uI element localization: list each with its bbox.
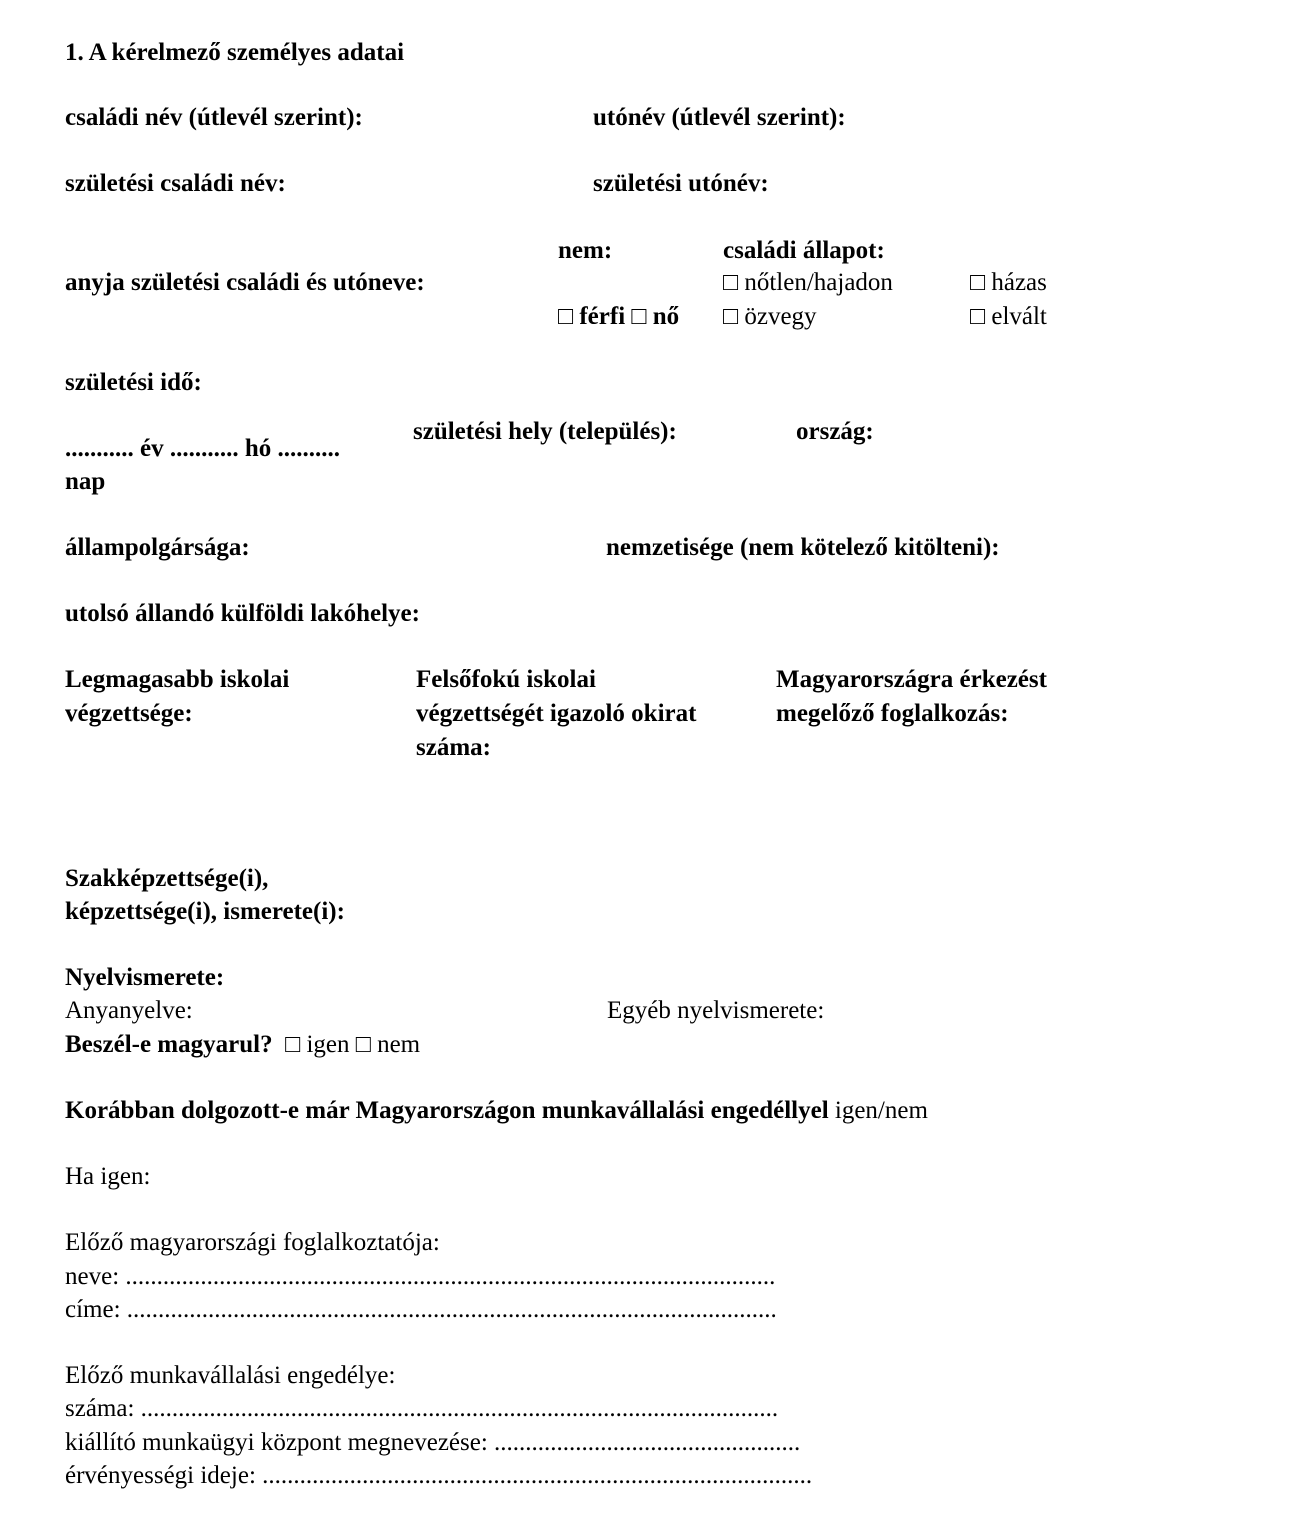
- previous-permit-validity-field[interactable]: érvényességi ideje: ........................................................................................: [65, 1462, 813, 1489]
- worked-before-answer: igen/nem: [834, 1097, 928, 1124]
- birth-family-name-label: születési családi név:: [65, 170, 286, 197]
- family-name-label: családi név (útlevél szerint):: [65, 104, 363, 131]
- if-yes-label: Ha igen:: [65, 1163, 151, 1190]
- birth-place-label: születési hely (település):: [413, 418, 677, 445]
- speaks-hungarian-label: Beszél-e magyarul?: [65, 1031, 273, 1058]
- degree-document-label-line1: Felsőfokú iskolai: [416, 666, 596, 693]
- previous-employer-title: Előző magyarországi foglalkoztatója:: [65, 1229, 440, 1256]
- birth-given-name-label: születési utónév:: [593, 170, 769, 197]
- previous-permit-issuer-field[interactable]: kiállító munkaügyi központ megnevezése: .................................................: [65, 1429, 801, 1456]
- speaks-hungarian-checkboxes[interactable]: □ igen □ nem: [285, 1031, 421, 1058]
- degree-document-label-line2: végzettségét igazoló okirat: [416, 700, 697, 727]
- country-label: ország:: [796, 418, 874, 445]
- education-label-line1: Legmagasabb iskolai: [65, 666, 290, 693]
- previous-occupation-label-line2: megelőző foglalkozás:: [776, 700, 1009, 727]
- qualifications-label-line2: képzettsége(i), ismerete(i):: [65, 898, 345, 925]
- language-title: Nyelvismerete:: [65, 964, 225, 991]
- sex-label: nem:: [558, 237, 613, 264]
- previous-permit-number-field[interactable]: száma: ......................................................................................................: [65, 1395, 779, 1422]
- last-residence-label: utolsó állandó külföldi lakóhelye:: [65, 600, 420, 627]
- mother-name-label: anyja születési családi és utóneve:: [65, 269, 425, 296]
- marital-divorced-checkbox[interactable]: □ elvált: [970, 303, 1047, 330]
- previous-permit-title: Előző munkavállalási engedélye:: [65, 1362, 396, 1389]
- marital-married-checkbox[interactable]: □ házas: [970, 269, 1047, 296]
- previous-occupation-label-line1: Magyarországra érkezést: [776, 666, 1047, 693]
- education-label-line2: végzettsége:: [65, 700, 193, 727]
- previous-employer-name-field[interactable]: neve: ........................................................................................................: [65, 1263, 776, 1290]
- sex-options-checkboxes[interactable]: □ férfi □ nő: [558, 303, 680, 330]
- marital-single-checkbox[interactable]: □ nőtlen/hajadon: [723, 269, 893, 296]
- given-name-label: utónév (útlevél szerint):: [593, 104, 846, 131]
- worked-before-row: [65, 1094, 928, 1128]
- other-languages-label: Egyéb nyelvismerete:: [607, 997, 825, 1024]
- citizenship-label: állampolgársága:: [65, 534, 250, 561]
- birth-date-dots: ........... év ........... hó ..........: [65, 435, 340, 462]
- speaks-hungarian-row: [65, 1028, 420, 1062]
- mother-tongue-label: Anyanyelve:: [65, 997, 193, 1024]
- qualifications-label-line1: Szakképzettsége(i),: [65, 865, 269, 892]
- marital-widowed-checkbox[interactable]: □ özvegy: [723, 303, 817, 330]
- degree-document-label-line3: száma:: [416, 734, 491, 761]
- birth-date-label: születési idő:: [65, 369, 202, 396]
- worked-before-question: Korábban dolgozott-e már Magyarországon munkavállalási engedéllyel: [65, 1097, 829, 1124]
- previous-employer-address-field[interactable]: címe: ........................................................................................................: [65, 1296, 777, 1323]
- birth-date-day: nap: [65, 468, 106, 495]
- section-title: 1. A kérelmező személyes adatai: [65, 39, 405, 66]
- marital-status-label: családi állapot:: [723, 237, 885, 264]
- nationality-label: nemzetisége (nem kötelező kitölteni):: [606, 534, 1000, 561]
